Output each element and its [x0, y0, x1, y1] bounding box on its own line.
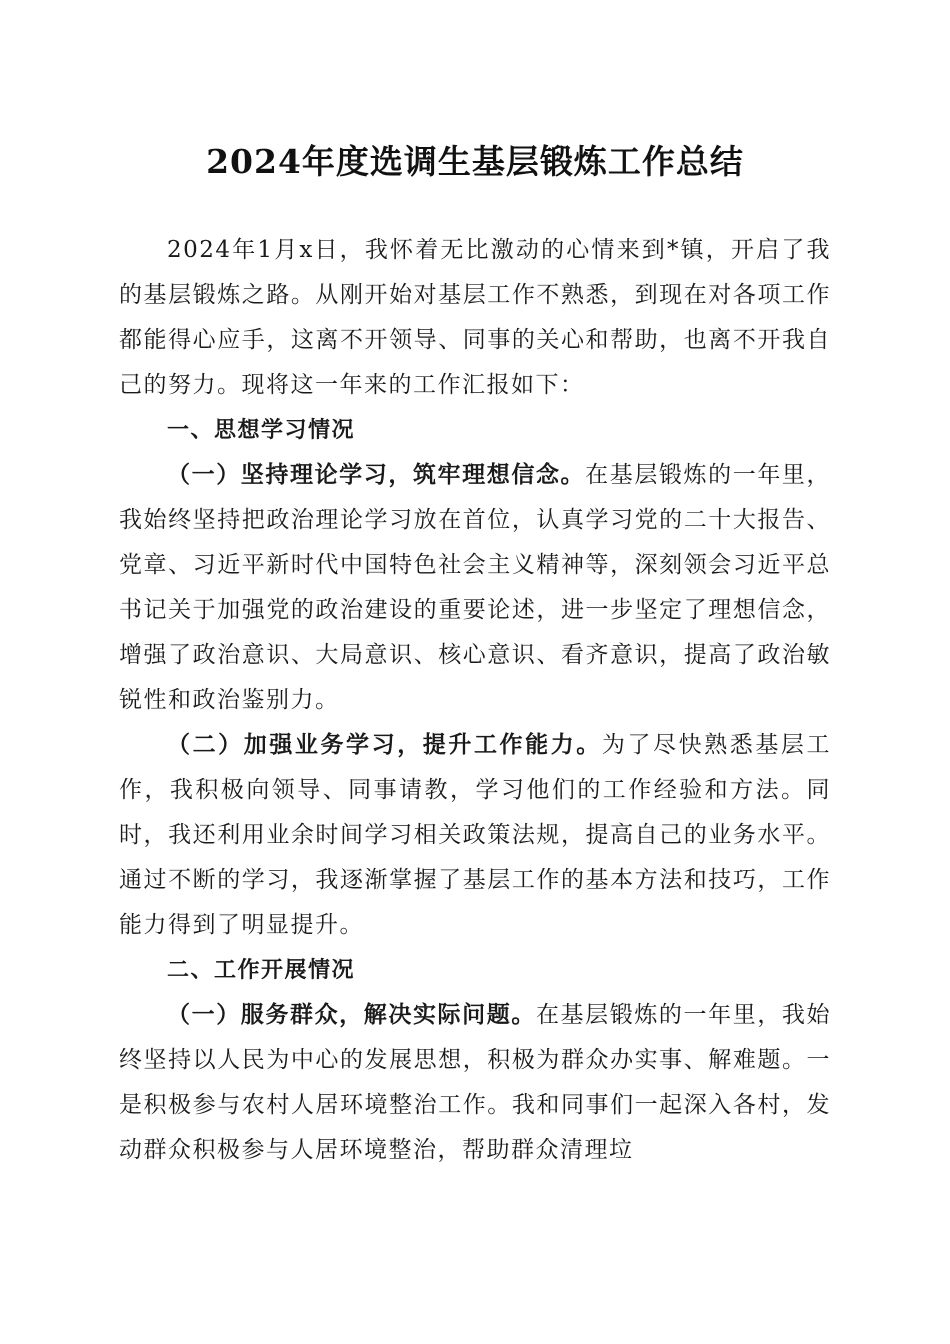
section-1-item-2-lead: （二）加强业务学习，提升工作能力。 [167, 732, 602, 758]
section-2-item-1-lead: （一）服务群众，解决实际问题。 [167, 1002, 536, 1028]
section-2-heading: 二、工作开展情况 [167, 958, 356, 983]
section-1-item-1-lead: （一）坚持理论学习，筑牢理想信念。 [167, 462, 586, 488]
section-1-heading: 一、思想学习情况 [167, 418, 356, 443]
document-title: 2024年度选调生基层锻炼工作总结 [206, 142, 744, 181]
section-2-item-1-paragraph [119, 993, 831, 1173]
section-1-item-2-text: 为了尽快熟悉基层工作，我积极向领导、同事请教，学习他们的工作经验和方法。同时，我还利用业余时间学习相关政策法规，提高自己的业务水平。通过不断的学习，我逐渐掌握了基层工作的基本方法和技巧，工作能力得到了明显提升。 [119, 732, 832, 938]
document-body [119, 228, 831, 1173]
section-2-item-1-text: 在基层锻炼的一年里，我始终坚持以人民为中心的发展思想，积极为群众办实事、解难题。一是积极参与农村人居环境整治工作。我和同事们一起深入各村，发动群众积极参与人居环境整治，帮助群众清理垃 [119, 1002, 832, 1163]
section-1-item-2-paragraph [119, 723, 831, 948]
intro-paragraph: 2024年1月x日，我怀着无比激动的心情来到*镇，开启了我的基层锻炼之路。从刚开始对基层工作不熟悉，到现在对各项工作都能得心应手，这离不开领导、同事的关心和帮助，也离不开我自己的努力。现将这一年来的工作汇报如下： [119, 237, 831, 398]
section-1-item-1-paragraph [119, 453, 831, 723]
section-1-item-1-text: 在基层锻炼的一年里，我始终坚持把政治理论学习放在首位，认真学习党的二十大报告、党章、习近平新时代中国特色社会主义精神等，深刻领会习近平总书记关于加强党的政治建设的重要论述，进一步坚定了理想信念，增强了政治意识、大局意识、核心意识、看齐意识，提高了政治敏锐性和政治鉴别力。 [119, 462, 832, 713]
